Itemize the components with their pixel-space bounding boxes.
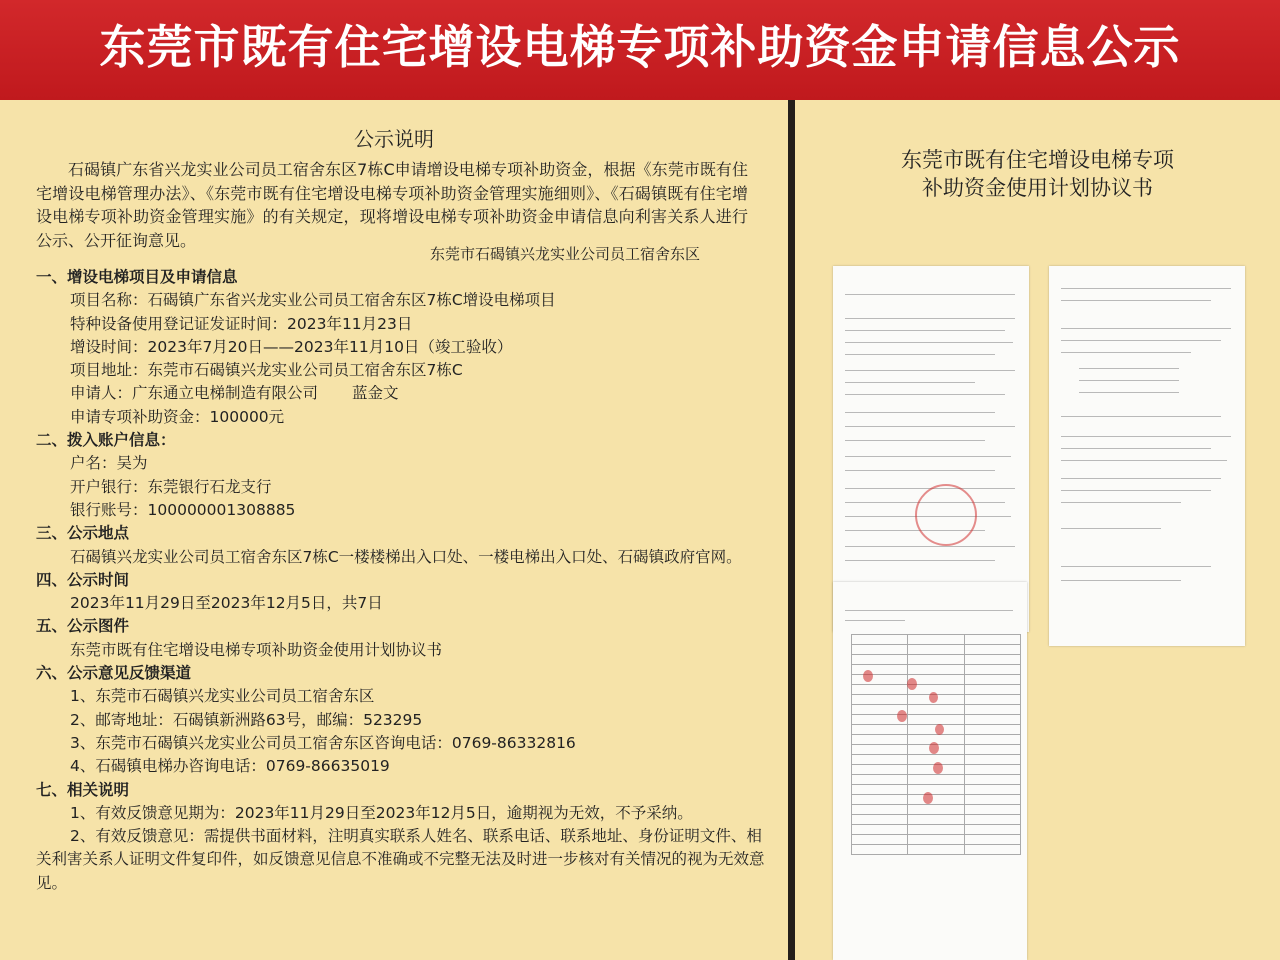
fingerprint-mark xyxy=(933,762,943,774)
account-bank: 开户银行：东莞银行石龙支行 xyxy=(70,477,272,496)
section-heading: 一、增设电梯项目及申请信息 xyxy=(36,268,238,286)
seal-stamp xyxy=(915,484,977,546)
fingerprint-mark xyxy=(907,678,917,690)
section-heading: 五、公示图件 xyxy=(36,617,130,636)
install-time: 增设时间：2023年7月20日——2023年11月10日（竣工验收） xyxy=(70,337,513,356)
account-name: 户名：吴为 xyxy=(70,454,148,473)
agreement-title xyxy=(795,146,1280,202)
fingerprint-mark xyxy=(897,710,907,722)
notice-panel xyxy=(0,100,788,960)
section-heading: 七、相关说明 xyxy=(36,780,130,799)
notice-body xyxy=(36,266,766,895)
notice-intro: 石碣镇广东省兴龙实业公司员工宿舍东区7栋C申请增设电梯专项补助资金，根据《东莞市既有住宅增设电梯管理办法》、《东莞市既有住宅增设电梯专项补助资金管理实施细则》、《石碣镇既有住宅增设电梯专项补助资金管理实施》的有关规定，现将增设电梯专项补助资金申请信息向利害关系人进行公示、公开征询意见。 xyxy=(36,160,748,250)
notice-title: 公示说明 xyxy=(354,127,434,151)
related-note: 1、有效反馈意见期为：2023年11月29日至2023年12月5日，逾期视为无效，不予采纳。 xyxy=(70,803,693,822)
fingerprint-mark xyxy=(935,724,944,735)
notice-attachment: 东莞市既有住宅增设电梯专项补助资金使用计划协议书 xyxy=(70,640,443,659)
attachment-panel xyxy=(795,100,1280,960)
related-note: 2、有效反馈意见：需提供书面材料，注明真实联系人姓名、联系电话、联系地址、身份证明文件、相关利害关系人证明文件复印件，如反馈意见信息不准确或不完整无法及时进一步核对有关情况的视为无效意见。 xyxy=(36,827,765,892)
section-heading: 四、公示时间 xyxy=(36,570,130,589)
column-divider xyxy=(788,100,795,960)
fingerprint-mark xyxy=(863,670,873,682)
project-address: 项目地址：东莞市石碣镇兴龙实业公司员工宿舍东区7栋C xyxy=(70,361,463,380)
agreement-scan-page-3 xyxy=(833,582,1027,960)
header-banner xyxy=(0,0,1280,100)
agreement-scan-page-1 xyxy=(833,266,1029,632)
notice-period: 2023年11月29日至2023年12月5日，共7日 xyxy=(70,594,383,613)
fingerprint-mark xyxy=(929,742,939,754)
section-heading: 六、公示意见反馈渠道 xyxy=(36,664,192,683)
agreement-title-line: 东莞市既有住宅增设电梯专项 xyxy=(901,148,1174,172)
applicant-name: 蓝金文 xyxy=(352,384,399,403)
notice-signature: 东莞市石碣镇兴龙实业公司员工宿舍东区 xyxy=(430,245,701,263)
agreement-title-line: 补助资金使用计划协议书 xyxy=(922,176,1153,200)
section-heading: 二、拨入账户信息： xyxy=(36,431,176,450)
feedback-channel: 3、东莞市石碣镇兴龙实业公司员工宿舍东区咨询电话：0769-86332816 xyxy=(70,733,576,752)
fingerprint-mark xyxy=(923,792,933,804)
feedback-channel: 1、东莞市石碣镇兴龙实业公司员工宿舍东区 xyxy=(70,687,375,706)
project-name: 项目名称：石碣镇广东省兴龙实业公司员工宿舍东区7栋C增设电梯项目 xyxy=(70,291,556,310)
feedback-channel: 2、邮寄地址：石碣镇新洲路63号，邮编：523295 xyxy=(70,710,423,729)
cert-date: 特种设备使用登记证发证时间：2023年11月23日 xyxy=(70,314,413,333)
applicant: 申请人：广东通立电梯制造有限公司 xyxy=(70,384,319,403)
applicant-row xyxy=(36,382,766,405)
account-number: 银行账号：100000001308885 xyxy=(70,500,296,519)
section-heading: 三、公示地点 xyxy=(36,524,130,543)
agreement-scan-page-2 xyxy=(1049,266,1245,646)
subsidy-amount: 申请专项补助资金：100000元 xyxy=(70,407,285,426)
page-title: 东莞市既有住宅增设电梯专项补助资金申请信息公示 xyxy=(99,20,1181,74)
notice-location: 石碣镇兴龙实业公司员工宿舍东区7栋C一楼楼梯出入口处、一楼电梯出入口处、石碣镇政府官网。 xyxy=(70,547,742,566)
feedback-channel: 4、石碣镇电梯办咨询电话：0769-86635019 xyxy=(70,757,390,776)
fingerprint-mark xyxy=(929,692,938,703)
